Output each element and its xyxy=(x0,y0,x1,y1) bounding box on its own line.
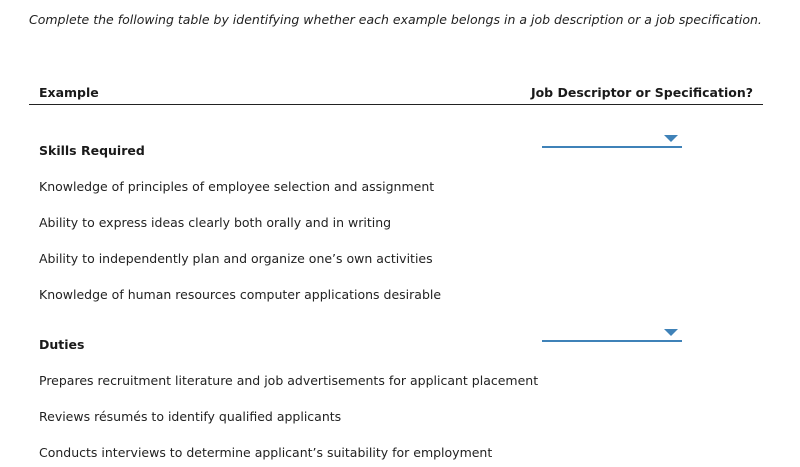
instructions: Complete the following table by identifying whether each example belongs in a job description or a job specification. xyxy=(29,12,762,27)
header-answer: Job Descriptor or Specification? xyxy=(530,85,753,100)
dropdown-duties[interactable] xyxy=(542,326,682,342)
dropdown-skills[interactable] xyxy=(542,132,682,148)
chevron-down-icon xyxy=(664,329,678,336)
list-item: Knowledge of principles of employee selection and assignment xyxy=(39,179,435,194)
list-item: Reviews résumés to identify qualified applicants xyxy=(39,409,342,424)
list-item: Ability to independently plan and organize one’s own activities xyxy=(39,251,433,266)
list-item: Conducts interviews to determine applicant’s suitability for employment xyxy=(39,445,493,460)
list-item: Knowledge of human resources computer applications desirable xyxy=(39,287,442,302)
list-item: Prepares recruitment literature and job advertisements for applicant placement xyxy=(39,373,539,388)
chevron-down-icon xyxy=(664,135,678,142)
list-item: Ability to express ideas clearly both orally and in writing xyxy=(39,215,392,230)
header-example: Example xyxy=(39,85,99,100)
answer-table xyxy=(29,84,763,460)
table-header xyxy=(29,84,763,105)
section-title-duties: Duties xyxy=(39,337,85,352)
section-title-skills: Skills Required xyxy=(39,143,145,158)
